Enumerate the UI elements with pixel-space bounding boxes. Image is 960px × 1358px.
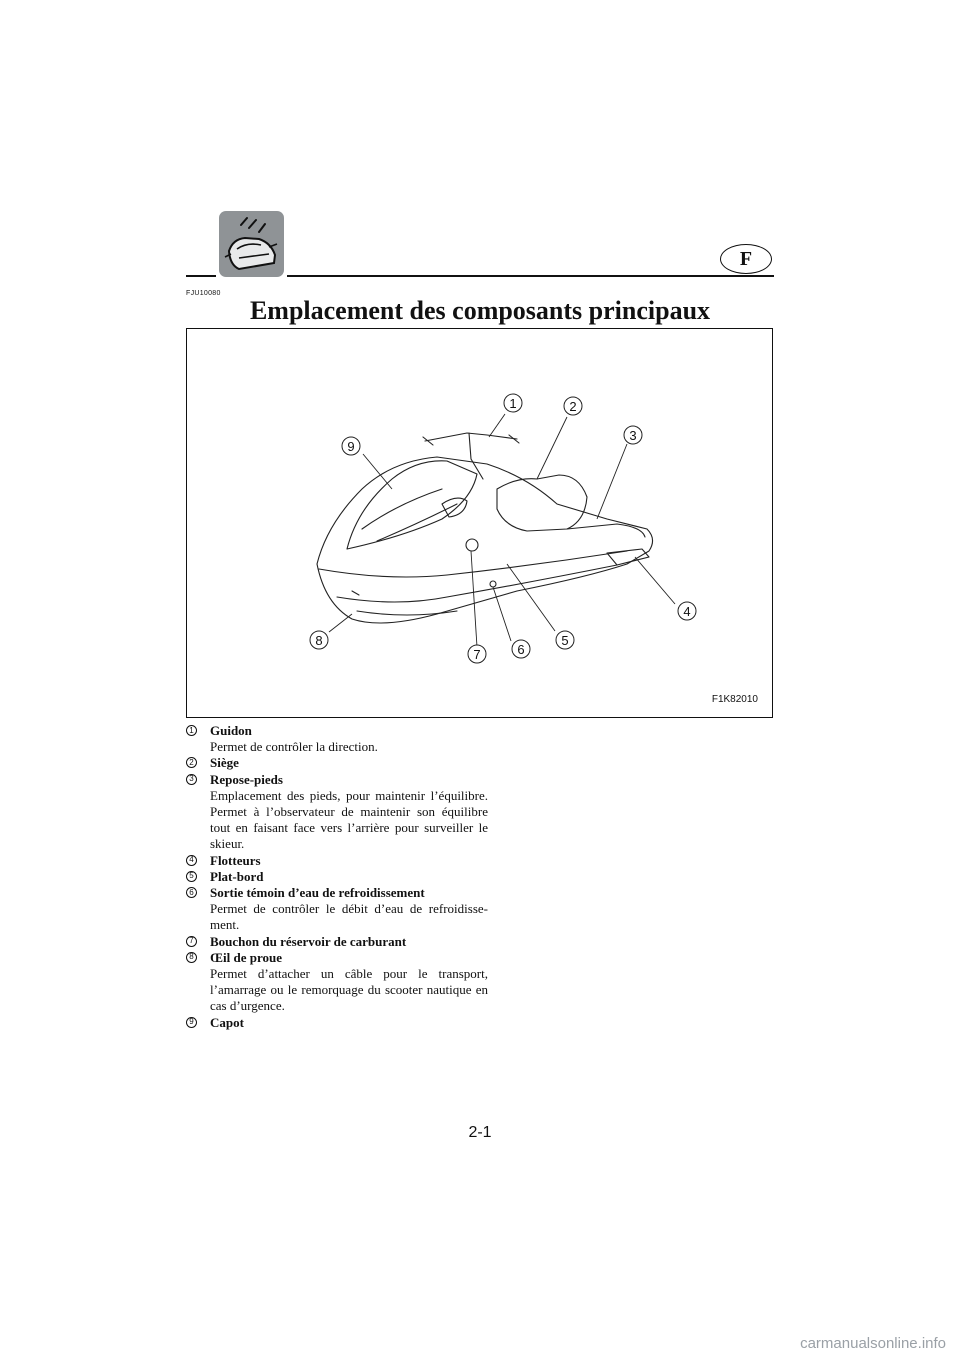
legend-description: Emplacement des pieds, pour maintenir l’équilibre. Permet à l’observateur de maintenir son équilibre tout en faisant face vers l’arrière pour surveiller le skieur.: [210, 787, 488, 852]
page-number: 2-1: [468, 1124, 492, 1141]
legend-term: Plat-bord: [210, 868, 264, 884]
legend-description: Permet de contrôler la direction.: [210, 739, 378, 755]
legend-term: Œil de proue: [210, 949, 282, 965]
gunwale-line: [319, 551, 627, 577]
callout-1: 1: [509, 396, 517, 411]
chapter-icon: [219, 211, 284, 277]
legend-item: [186, 869, 488, 885]
legend-number: 6: [186, 887, 197, 898]
hull-outline: [317, 457, 653, 623]
header-rule-right: [287, 275, 774, 277]
legend-term: Bouchon du réservoir de carburant: [210, 933, 407, 949]
hood-outline: [347, 461, 477, 549]
legend-number: 4: [186, 855, 197, 866]
figure-code: F1K82010: [711, 694, 758, 705]
legend-term: Repose-pieds: [210, 771, 283, 787]
legend-number: 7: [186, 936, 197, 947]
legend-item: [186, 755, 488, 771]
callout-8: 8: [315, 633, 323, 648]
watermark: carmanualsonline.info: [800, 1335, 946, 1352]
handlebar-shape: [425, 433, 517, 441]
callout-6: 6: [517, 642, 525, 657]
legend-number: 2: [186, 757, 197, 768]
legend-term: Sortie témoin d’eau de refroidissement: [210, 885, 425, 901]
legend-term: Siège: [210, 755, 239, 771]
callout-9: 9: [347, 439, 355, 454]
sponson-shape: [607, 549, 649, 565]
legend-item: [186, 772, 488, 853]
legend-term: Capot: [210, 1014, 244, 1030]
legend-item: [186, 934, 488, 950]
fuel-cap-shape: [466, 539, 478, 551]
legend-item: [186, 723, 488, 755]
callout-5: 5: [561, 633, 569, 648]
header-rule-left: [186, 275, 216, 277]
watercraft-icon: [219, 211, 284, 277]
legend-item: [186, 1015, 488, 1031]
legend-number: 3: [186, 774, 197, 785]
document-code: FJU10080: [186, 290, 221, 297]
page-title: Emplacement des composants principaux: [249, 296, 711, 325]
legend-number: 9: [186, 1017, 197, 1028]
legend-description: Permet de contrôler le débit d’eau de refroidisse-ment.: [210, 901, 488, 933]
legend-number: 8: [186, 952, 197, 963]
component-legend: [186, 723, 488, 1031]
legend-item: [186, 853, 488, 869]
legend-item: [186, 950, 488, 1015]
component-figure: [186, 328, 773, 718]
watercraft-illustration: [187, 329, 774, 719]
callout-4: 4: [683, 604, 691, 619]
callout-7: 7: [473, 647, 481, 662]
legend-term: Flotteurs: [210, 852, 261, 868]
callout-2: 2: [569, 399, 577, 414]
legend-description: Permet d’attacher un câble pour le transport, l’amarrage ou le remorquage du scooter nautique en cas d’urgence.: [210, 966, 488, 1014]
language-badge: F: [720, 244, 772, 274]
legend-number: 1: [186, 725, 197, 736]
legend-item: [186, 885, 488, 934]
seat-shape: [497, 475, 587, 531]
legend-number: 5: [186, 871, 197, 882]
callout-3: 3: [629, 428, 637, 443]
legend-term: Guidon: [210, 723, 252, 738]
